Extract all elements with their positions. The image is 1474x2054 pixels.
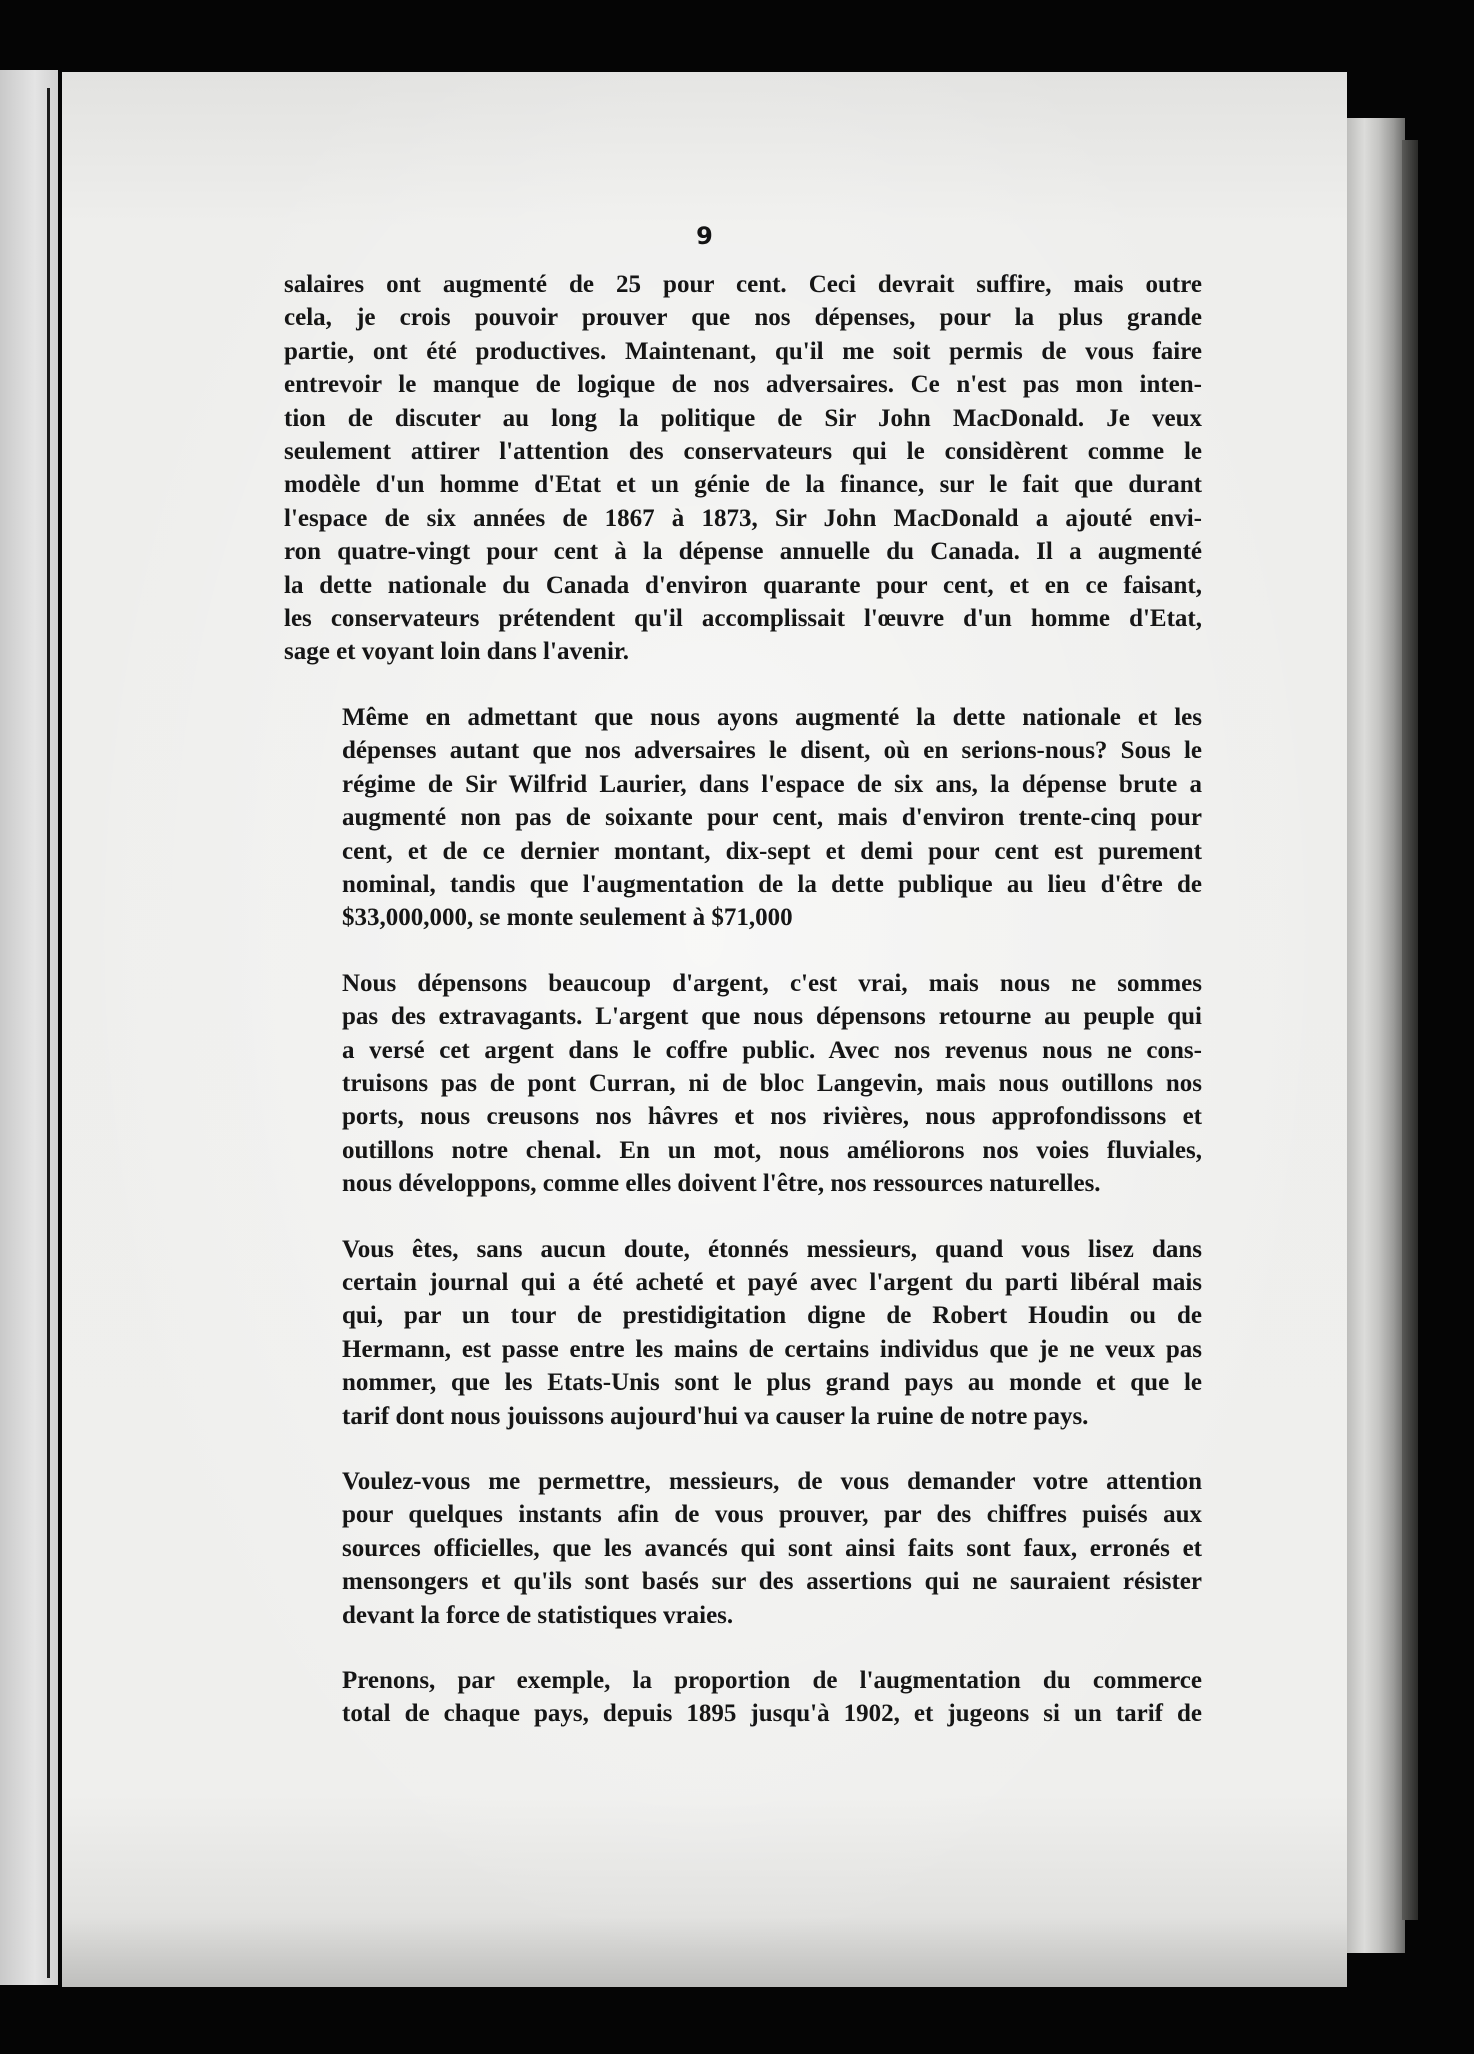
text-line: outillons notre chenal. En un mot, nous améliorons nos voies fluviales, — [342, 1136, 1202, 1164]
paragraph-3 — [284, 967, 1202, 1201]
paragraph-5 — [284, 1465, 1202, 1632]
text-line: pour quelques instants afin de vous prouver, par des chiffres puisés aux — [342, 1501, 1202, 1529]
text-line: Nous dépensons beaucoup d'argent, c'est vrai, mais nous ne sommes — [342, 969, 1202, 997]
text-line: tarif dont nous jouissons aujourd'hui va causer la ruine de notre pays. — [342, 1402, 1089, 1430]
page-stack-shadow — [1402, 140, 1418, 1920]
text-line: devant la force de statistiques vraies. — [342, 1601, 734, 1629]
paragraph-6 — [284, 1664, 1202, 1731]
page-wear — [62, 1917, 1347, 1987]
text-line: cela, je crois pouvoir prouver que nos dépenses, pour la plus grande — [284, 304, 1202, 332]
text-line: salaires ont augmenté de 25 pour cent. Ceci devrait suffire, mais outre — [284, 271, 1202, 298]
text-line: certain journal qui a été acheté et payé avec l'argent du parti libéral mais — [342, 1268, 1202, 1296]
page-number: 9 — [696, 222, 713, 250]
text-line: a versé cet argent dans le coffre public. Avec nos revenus nous ne cons- — [342, 1036, 1202, 1064]
text-line: entrevoir le manque de logique de nos adversaires. Ce n'est pas mon inten- — [284, 371, 1202, 399]
text-line: qui, par un tour de prestidigitation digne de Robert Houdin ou de — [342, 1302, 1202, 1330]
text-line: Vous êtes, sans aucun doute, étonnés messieurs, quand vous lisez dans — [342, 1235, 1202, 1263]
body-text — [284, 268, 1202, 1731]
text-line: truisons pas de pont Curran, ni de bloc Langevin, mais nous outillons nos — [342, 1069, 1202, 1097]
text-line: Voulez-vous me permettre, messieurs, de vous demander votre attention — [342, 1468, 1202, 1495]
text-line: la dette nationale du Canada d'environ quarante pour cent, et en ce faisant, — [284, 571, 1202, 599]
text-line: dépenses autant que nos adversaires le disent, où en serions-nous? Sous le — [342, 737, 1202, 765]
text-line: nommer, que les Etats-Unis sont le plus grand pays au monde et que le — [342, 1369, 1202, 1397]
paragraph-1 — [284, 268, 1202, 669]
text-line: partie, ont été productives. Maintenant, qu'il me soit permis de vous faire — [284, 337, 1202, 365]
text-line: Prenons, par exemple, la proportion de l'augmentation du commerce — [342, 1667, 1202, 1695]
text-line: $33,000,000, se monte seulement à $71,000 — [342, 904, 793, 932]
text-line: seulement attirer l'attention des conservateurs qui le considèrent comme le — [284, 438, 1202, 466]
text-line: tion de discuter au long la politique de Sir John MacDonald. Je veux — [284, 404, 1202, 432]
text-line: mensongers et qu'ils sont basés sur des assertions qui ne sauraient résister — [342, 1568, 1202, 1596]
paragraph-4 — [284, 1233, 1202, 1433]
text-line: Hermann, est passe entre les mains de certains individus que je ne veux pas — [342, 1335, 1202, 1363]
text-line: sage et voyant loin dans l'avenir. — [284, 638, 629, 666]
text-line: ron quatre-vingt pour cent à la dépense annuelle du Canada. Il a augmenté — [284, 538, 1202, 566]
text-line: augmenté non pas de soixante pour cent, mais d'environ trente-cinq pour — [342, 804, 1202, 832]
text-line: total de chaque pays, depuis 1895 jusqu'à 1902, et jugeons si un tarif de — [342, 1700, 1202, 1728]
text-line: sources officielles, que les avancés qui sont ainsi faits sont faux, erronés et — [342, 1534, 1202, 1562]
paragraph-2 — [284, 701, 1202, 935]
text-line: nous développons, comme elles doivent l'être, nos ressources naturelles. — [342, 1170, 1101, 1198]
text-line: pas des extravagants. L'argent que nous dépensons retourne au peuple qui — [342, 1003, 1202, 1031]
text-line: les conservateurs prétendent qu'il accomplissait l'œuvre d'un homme d'Etat, — [284, 605, 1202, 633]
text-line: ports, nous creusons nos hâvres et nos rivières, nous approfondissons et — [342, 1103, 1202, 1131]
page-stack-edge — [1347, 118, 1405, 1953]
text-line: régime de Sir Wilfrid Laurier, dans l'espace de six ans, la dépense brute a — [342, 770, 1202, 798]
text-line: l'espace de six années de 1867 à 1873, Sir John MacDonald a ajouté envi- — [284, 504, 1202, 532]
text-line: modèle d'un homme d'Etat et un génie de la finance, sur le fait que durant — [284, 471, 1202, 499]
scanned-page — [62, 72, 1347, 1987]
binding-rule — [47, 88, 50, 1978]
text-line: cent, et de ce dernier montant, dix-sept et demi pour cent est purement — [342, 837, 1202, 865]
text-line: nominal, tandis que l'augmentation de la dette publique au lieu d'être de — [342, 870, 1202, 898]
text-line: Même en admettant que nous ayons augmenté la dette nationale et les — [342, 703, 1202, 731]
